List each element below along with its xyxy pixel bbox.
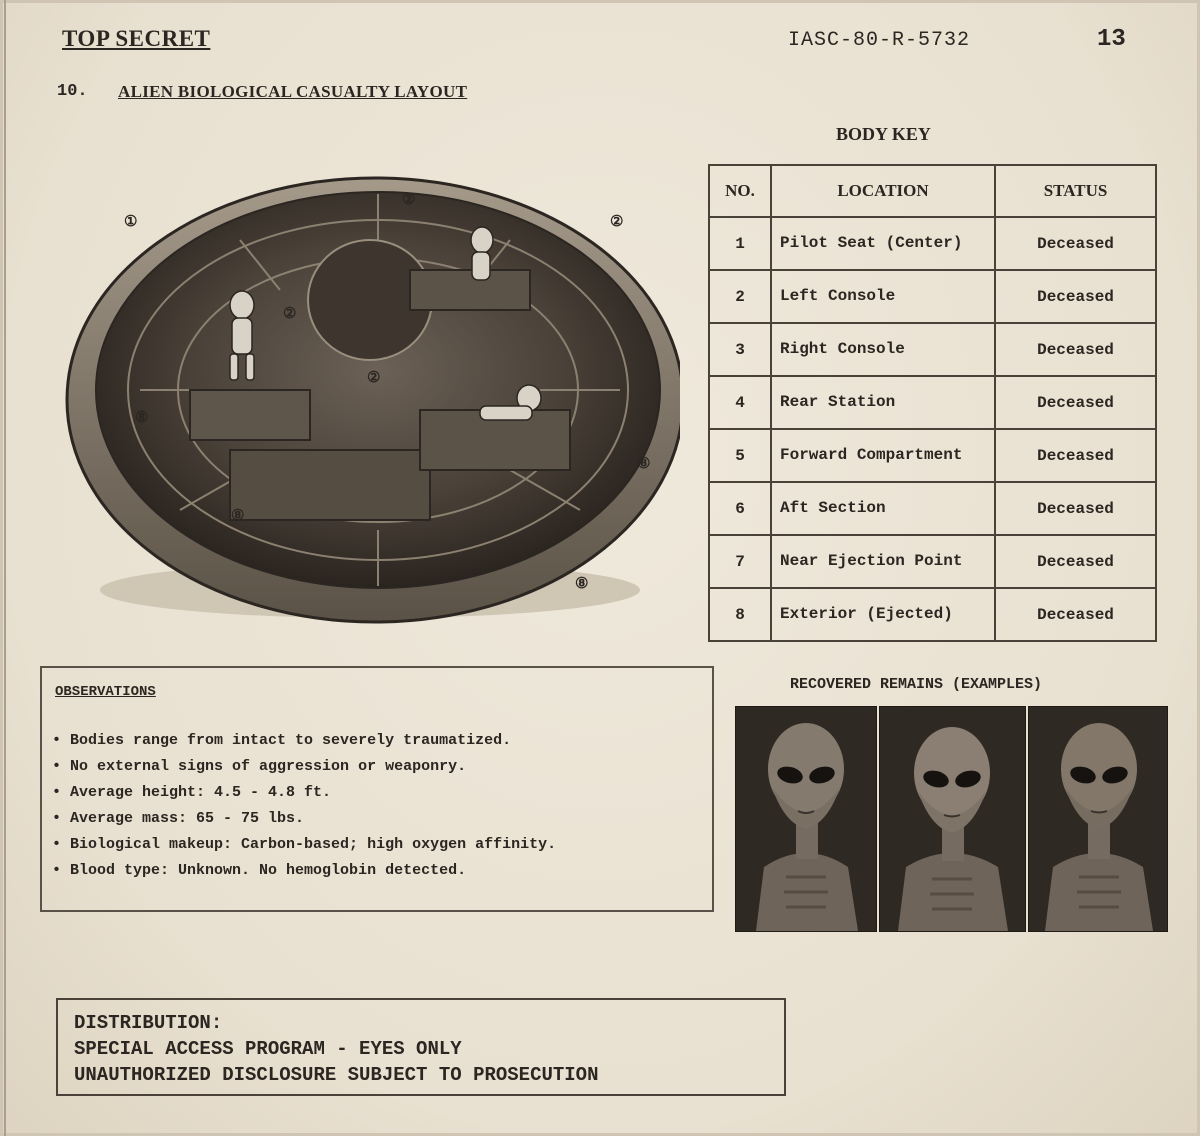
row-number: 3 [709,323,771,376]
column-header-status: STATUS [995,165,1156,217]
body-key-table [708,164,1157,642]
list-item: • Average height: 4.5 - 4.8 ft. [52,780,556,806]
row-number: 6 [709,482,771,535]
distribution-program: SPECIAL ACCESS PROGRAM - EYES ONLY [74,1038,462,1060]
row-number: 8 [709,588,771,641]
row-status: Deceased [995,376,1156,429]
list-item: • Average mass: 65 - 75 lbs. [52,806,556,832]
row-status: Deceased [995,270,1156,323]
row-status: Deceased [995,217,1156,270]
distribution-warning: UNAUTHORIZED DISCLOSURE SUBJECT TO PROSECUTION [74,1064,599,1086]
callout-label: ⑧ [135,409,149,426]
column-header-no: NO. [709,165,771,217]
callout-label: ① [124,213,138,230]
callout-label: ② [402,191,416,208]
callout-label: ② [610,213,624,230]
platform-left [190,390,310,440]
observations-title: OBSERVATIONS [55,684,156,700]
row-status: Deceased [995,429,1156,482]
row-location: Exterior (Ejected) [771,588,995,641]
list-item: • Biological makeup: Carbon-based; high oxygen affinity. [52,832,556,858]
column-header-location: LOCATION [771,165,995,217]
row-number: 1 [709,217,771,270]
alien-portrait-image [736,707,876,931]
remains-photo [879,706,1026,932]
row-location: Near Ejection Point [771,535,995,588]
table-row [709,323,1156,376]
row-status: Deceased [995,535,1156,588]
row-location: Right Console [771,323,995,376]
row-location: Pilot Seat (Center) [771,217,995,270]
row-number: 4 [709,376,771,429]
alien-portrait-image [880,707,1025,931]
callout-label: ⑧ [637,455,651,472]
table-row [709,217,1156,270]
section-title: ALIEN BIOLOGICAL CASUALTY LAYOUT [118,82,468,101]
callout-label: ② [367,369,381,386]
row-number: 5 [709,429,771,482]
row-status: Deceased [995,323,1156,376]
table-header-row [709,165,1156,217]
callout-label: ⑧ [231,507,245,524]
row-number: 7 [709,535,771,588]
table-row [709,376,1156,429]
classification-marking: TOP SECRET [62,26,211,51]
section-number: 10. [57,82,88,101]
row-location: Left Console [771,270,995,323]
body-key-title: BODY KEY [836,124,931,144]
remains-photo [1028,706,1168,932]
observations-list [52,728,556,884]
table-row [709,482,1156,535]
list-item: • Blood type: Unknown. No hemoglobin detected. [52,858,556,884]
remains-title: RECOVERED REMAINS (EXAMPLES) [790,676,1043,693]
alien-portrait-image [1029,707,1167,931]
row-status: Deceased [995,482,1156,535]
list-item: • Bodies range from intact to severely traumatized. [52,728,556,754]
row-status: Deceased [995,588,1156,641]
distribution-label: DISTRIBUTION: [74,1012,223,1034]
table-row [709,588,1156,641]
list-item: • No external signs of aggression or weaponry. [52,754,556,780]
remains-photo [735,706,877,932]
callout-label: ⑧ [575,575,589,592]
callout-label: ② [283,305,297,322]
platform-center [230,450,430,520]
page-number: 13 [1097,26,1126,53]
table-row [709,535,1156,588]
document-id: IASC-80-R-5732 [788,29,971,52]
platform-upper [410,270,530,310]
row-location: Aft Section [771,482,995,535]
row-location: Forward Compartment [771,429,995,482]
table-row [709,270,1156,323]
row-number: 2 [709,270,771,323]
craft-cutaway-illustration [40,150,680,630]
table-row [709,429,1156,482]
row-location: Rear Station [771,376,995,429]
